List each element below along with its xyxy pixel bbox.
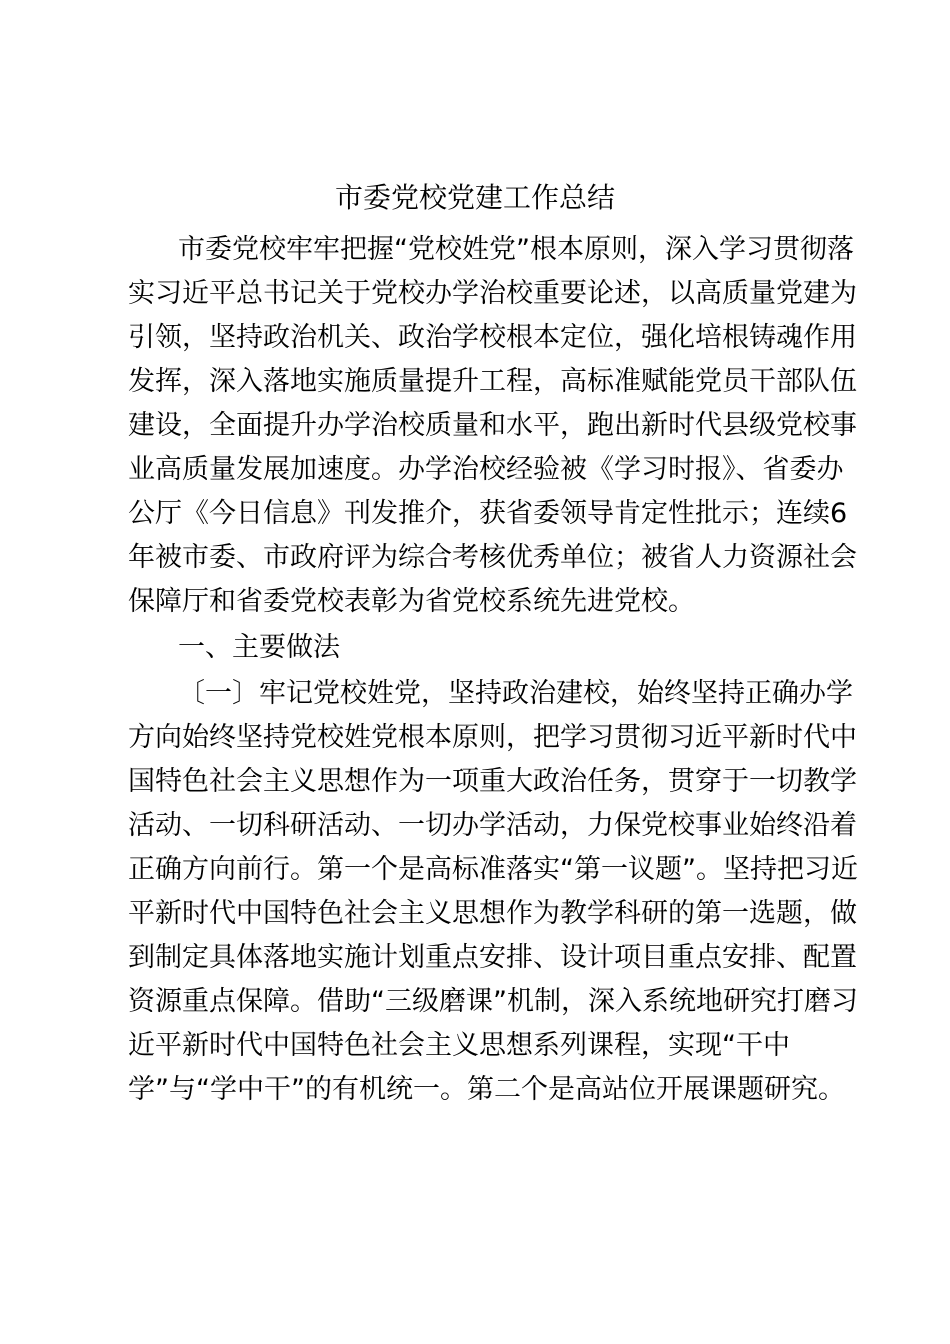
paragraph-line: 年被市委、市政府评为综合考核优秀单位；被省人力资源社会 [128, 542, 857, 573]
paragraph-line: 保障厅和省委党校表彰为省党校系统先进党校。 [128, 586, 695, 617]
paragraph-line: 业高质量发展加速度。办学治校经验被《学习时报》、省委办 [128, 454, 844, 485]
paragraph-line: 建设，全面提升办学治校质量和水平，跑出新时代县级党校事 [128, 410, 857, 441]
document-title: 市委党校党建工作总结 [334, 181, 615, 214]
paragraph-line: 资源重点保障。借助“三级磨课”机制，深入系统地研究打磨习 [128, 986, 858, 1017]
paragraph-line: 近平新时代中国特色社会主义思想系列课程，实现“干中 [128, 1030, 790, 1061]
paragraph-line: 到制定具体落地实施计划重点安排、设计项目重点安排、配置 [128, 942, 857, 973]
paragraph-line: 正确方向前行。第一个是高标准落实“第一议题”。坚持把习近 [128, 854, 858, 885]
paragraph-line: 方向始终坚持党校姓党根本原则，把学习贯彻习近平新时代中 [128, 722, 857, 753]
paragraph-line: 实习近平总书记关于党校办学治校重要论述，以高质量党建为 [128, 278, 857, 309]
paragraph-line: 〔一〕牢记党校姓党，坚持政治建校，始终坚持正确办学 [178, 678, 853, 709]
paragraph-line: 活动、一切科研活动、一切办学活动，力保党校事业始终沿着 [128, 810, 857, 841]
section-heading: 一、主要做法 [178, 632, 340, 663]
paragraph-line: 发挥，深入落地实施质量提升工程，高标准赋能党员干部队伍 [128, 366, 857, 397]
paragraph-line: 市委党校牢牢把握“党校姓党”根本原则，深入学习贯彻落 [178, 234, 854, 265]
paragraph-line: 国特色社会主义思想作为一项重大政治任务，贯穿于一切教学 [128, 766, 857, 797]
paragraph-line: 引领，坚持政治机关、政治学校根本定位，强化培根铸魂作用 [128, 322, 857, 353]
paragraph-line: 学”与“学中干”的有机统一。第二个是高站位开展课题研究。 [128, 1074, 845, 1105]
paragraph-line: 平新时代中国特色社会主义思想作为教学科研的第一选题，做 [128, 898, 857, 929]
paragraph-line: 公厅《今日信息》刊发推介，获省委领导肯定性批示；连续6 [128, 498, 848, 529]
